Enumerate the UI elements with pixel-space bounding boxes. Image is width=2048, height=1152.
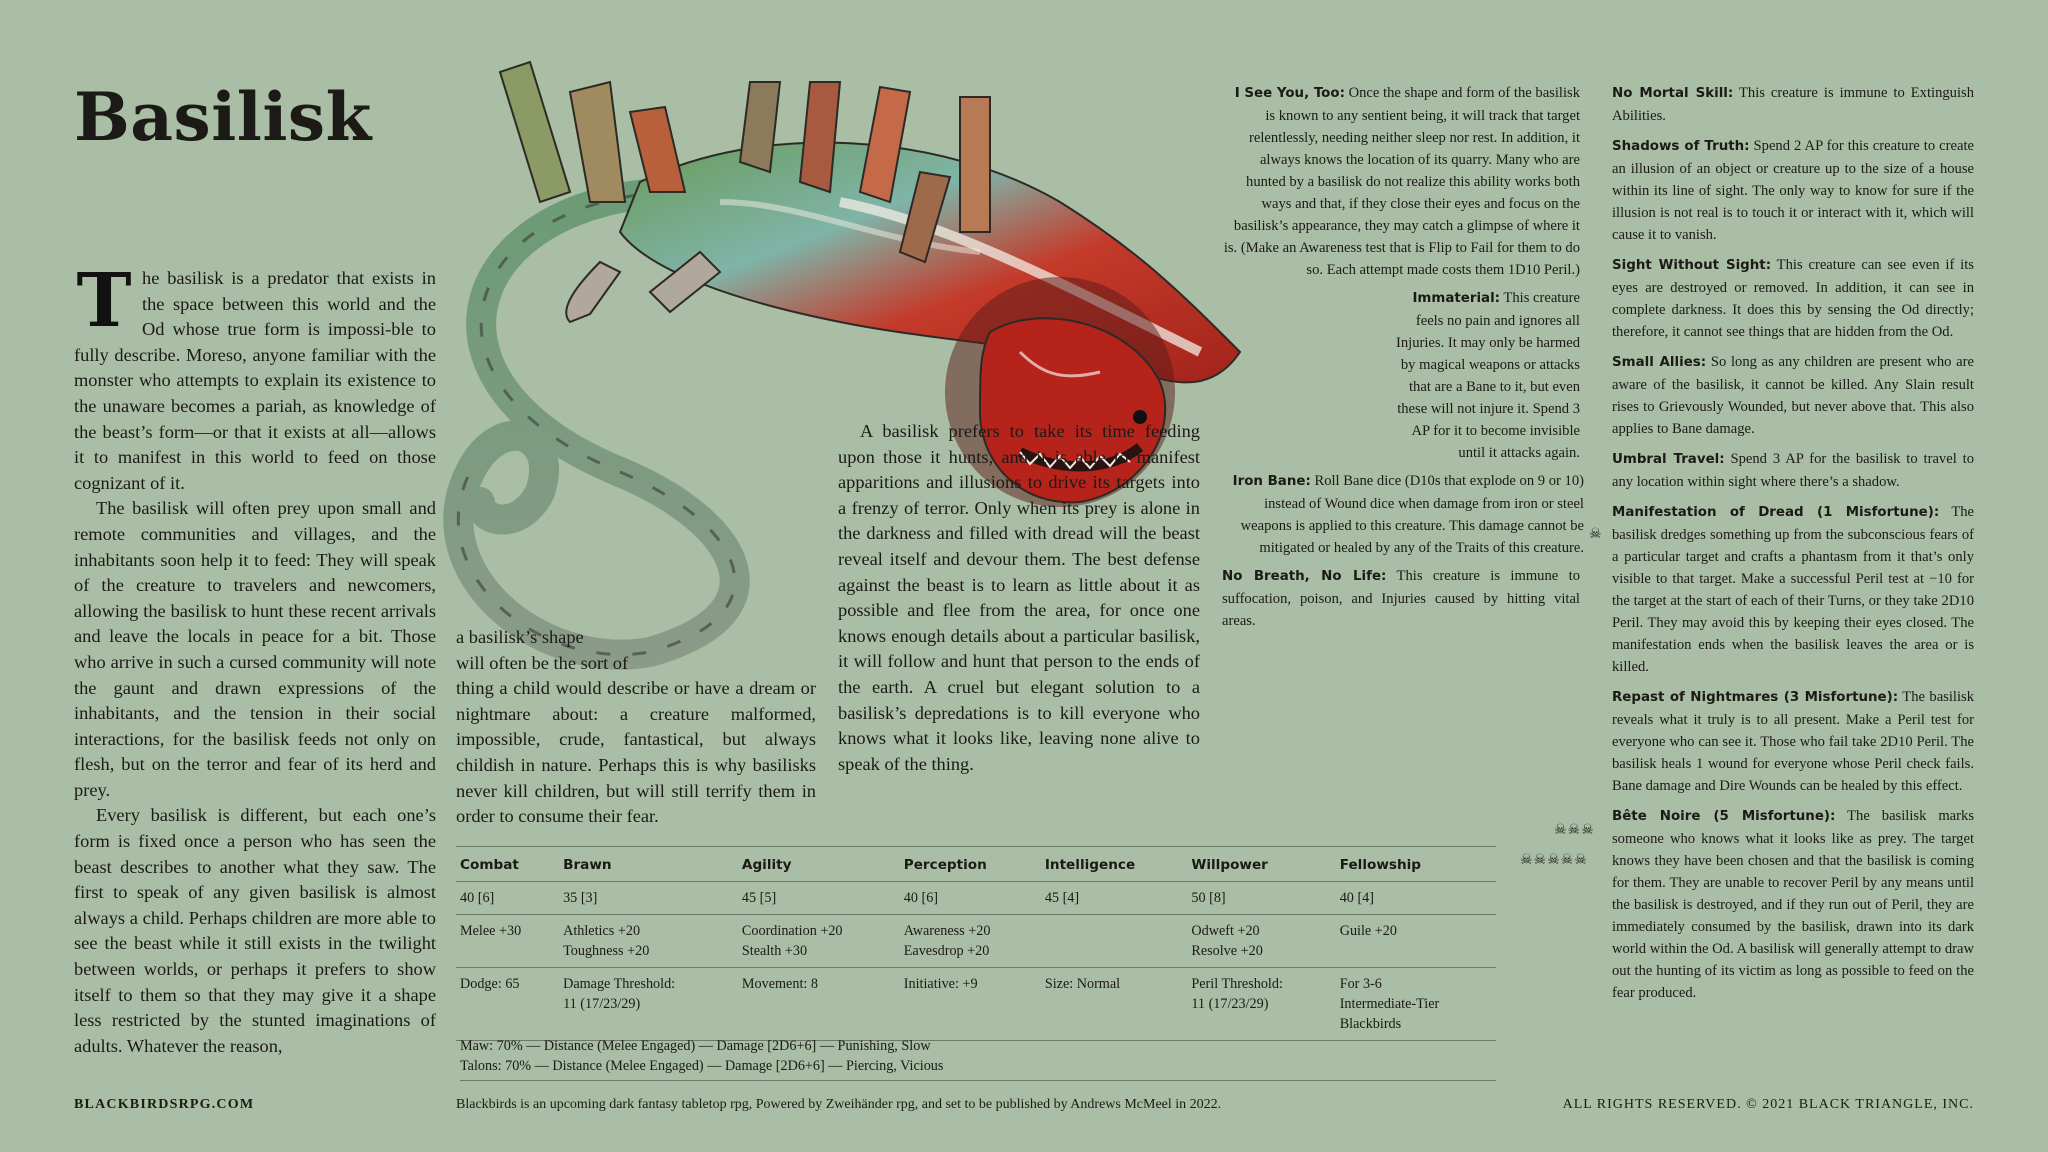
attack-list xyxy=(460,1036,1496,1081)
trait-manifestation-of-dread: Manifestation of Dread (1 Misfortune): The basilisk dredges something up from the subconscious fears of a particular target and crafts a phantasm from it that’s only visible to that target. Make a successful Peril test at −10 for the target at the start of each of their Turns, or they take 2D10 Peril. They may avoid this by keeping their eyes closed. The manifestation ends when the basilisk leaves the area or is killed. xyxy=(1612,504,1975,675)
stat-value: 40 [6] xyxy=(460,890,495,906)
stat-value: 40 [6] xyxy=(903,890,939,906)
stat-skill: Athletics +20 Toughness +20 xyxy=(563,923,650,959)
attack-maw: Maw: 70% — Distance (Melee Engaged) — Damage [2D6+6] — Punishing, Slow xyxy=(460,1038,931,1054)
footer-credits: Blackbirds is an upcoming dark fantasy tabletop rpg, Powered by Zweihänder rpg, and set to be published by Andrews McMeel in 2022. xyxy=(456,1097,1222,1112)
stat-skill: Coordination +20 Stealth +30 xyxy=(741,923,843,959)
footer-website: BLACKBIRDSRPG.COM xyxy=(74,1097,255,1112)
traits-column-right xyxy=(1612,82,1974,1012)
stat-derived: For 3-6 Intermediate-Tier Blackbirds xyxy=(1339,976,1440,1032)
trait-immaterial: Immaterial: This creature feels no pain and ignores all Injuries. It may only be harmed by magical weapons or attacks that are a Bane to it, but even these will not injure it. Spend 3 AP for it to become invisible until it attacks again. xyxy=(1396,290,1580,461)
stat-derived: Damage Threshold: 11 (17/23/29) xyxy=(563,976,676,1012)
stat-header: Combat xyxy=(460,857,519,873)
stat-block xyxy=(456,846,1496,1041)
attack-talons: Talons: 70% — Distance (Melee Engaged) — Damage [2D6+6] — Piercing, Vicious xyxy=(460,1058,944,1074)
intro-paragraph-1: he basilisk is a predator that exists in the space between this world and the Od whose true form is impossi-ble to fully describe. Moreso, anyone familiar with the monster who attempts to explain its existence to the unaware becomes a pariah, as knowledge of the beast’s form—or that it exists at all—allows it to manifest in this world to feed on those cognizant of it. xyxy=(74,268,436,493)
stat-header: Perception xyxy=(903,857,987,873)
stat-table xyxy=(456,846,1496,1041)
stat-skill: Awareness +20 Eavesdrop +20 xyxy=(903,923,991,959)
footer-copyright: ALL RIGHTS RESERVED. © 2021 BLACK TRIANGLE, INC. xyxy=(1562,1097,1974,1112)
page-title: Basilisk xyxy=(74,78,372,156)
hunting-column xyxy=(838,419,1200,777)
hunting-paragraph: A basilisk prefers to take its time feeding upon those it hunts, and it is able to manifest apparitions and illusions to drive its targets into a frenzy of terror. Only when its prey is alone in the darkness and filled with dread will the beast reveal itself and devour them. The best defense against the beast is to learn as little about it as possible and flee from the area, for once one knows enough details about a particular basilisk, it will follow and hunt that person to the ends of the earth. A cruel but elegant solution to a basilisk’s depredations is to kill everyone who knows what it looks like, leaving none alive to speak of the thing. xyxy=(838,421,1200,774)
shape-column xyxy=(456,625,816,830)
stat-header: Agility xyxy=(741,857,792,873)
stat-value: 35 [3] xyxy=(563,890,598,906)
shape-lead-2: will often be the sort of xyxy=(456,652,629,673)
stat-derived: Dodge: 65 xyxy=(460,976,520,992)
stat-header: Brawn xyxy=(563,857,612,873)
trait-no-breath: No Breath, No Life: This creature is immune to suffocation, poison, and Injuries caused by hitting vital areas. xyxy=(1222,568,1580,629)
stat-skill: Guile +20 xyxy=(1339,923,1397,939)
stat-derived: Movement: 8 xyxy=(741,976,818,992)
stat-derived-row xyxy=(456,968,1496,1041)
stat-derived: Initiative: +9 xyxy=(903,976,978,992)
trait-umbral-travel: Umbral Travel: Spend 3 AP for the basilisk to travel to any location within sight where there’s a shadow. xyxy=(1612,451,1974,490)
skull-icon-1: ☠ xyxy=(1589,526,1603,542)
stat-skill: Odweft +20 Resolve +20 xyxy=(1191,923,1263,959)
stat-header: Intelligence xyxy=(1044,857,1136,873)
stat-skill xyxy=(1041,915,1188,968)
stat-skills-row xyxy=(456,915,1496,968)
trait-small-allies: Small Allies: So long as any children are present who are aware of the basilisk, it cannot be killed. Any Slain result rises to Grievously Wounded, but never above that. This also applies to Bane damage. xyxy=(1612,354,1974,437)
stat-derived: Peril Threshold: 11 (17/23/29) xyxy=(1191,976,1283,1012)
stat-value: 40 [4] xyxy=(1339,890,1374,906)
trait-no-mortal-skill: No Mortal Skill: This creature is immune to Extinguish Abilities. xyxy=(1612,85,1975,124)
trait-bete-noire: Bête Noire (5 Misfortune): The basilisk marks someone who knows what it looks like as prey. The target knows they have been chosen and that the basilisk is coming for them. They are unable to recover Peril by any means until the basilisk is destroyed, and if they run out of Peril, they are immediately consumed by the basilisk, drawn into its dark world within the Od. A basilisk will generally attempt to draw out the hunting of its victim as long as possible to feed on the fear produced. xyxy=(1612,808,1974,1001)
stat-derived: Size: Normal xyxy=(1044,976,1121,992)
intro-paragraph-2: The basilisk will often prey upon small and remote communities and villages, and the inhabitants soon help it to feed: They will speak of the creature to travelers and newcomers, allowing the basilisk to hunt these recent arrivals and leave the locals in peace for a bit. Those who arrive in such a cursed community will note the gaunt and drawn expressions of the inhabitants, and the tension in their social interactions, for the basilisk feeds not only on flesh, but on the terror and fear of its herd and prey. xyxy=(74,498,436,800)
stat-header: Fellowship xyxy=(1339,857,1422,873)
trait-sight-without-sight: Sight Without Sight: This creature can see even if its eyes are destroyed or removed. In addition, it can see in complete darkness. It does this by sensing the Od directly; therefore, it cannot see things that are hidden from the Od. xyxy=(1612,257,1974,340)
stat-skill: Melee +30 xyxy=(460,923,522,939)
stat-header-row xyxy=(456,847,1496,882)
trait-repast-of-nightmares: Repast of Nightmares (3 Misfortune): The basilisk reveals what it truly is to all present. Make a Peril test for everyone who can see it. Those who fail take 2D10 Peril. The basilisk heals 1 wound for everyone whose Peril check fails. Bane damage and Dire Wounds can be healed by this effect. xyxy=(1612,689,1974,794)
intro-column xyxy=(74,258,436,1059)
trait-shadows-of-truth: Shadows of Truth: Spend 2 AP for this creature to create an illusion of an object or creature up to the size of a house within its line of sight. The only way to know for sure if the illusion is not real is to touch it or interact with it, which will cause it to vanish. xyxy=(1612,138,1974,243)
stat-header: Willpower xyxy=(1191,857,1268,873)
skull-icon-3: ☠☠☠ xyxy=(1554,822,1595,838)
skull-icon-5: ☠☠☠☠☠ xyxy=(1520,852,1588,868)
shape-paragraph: thing a child would describe or have a dream or nightmare about: a creature malformed, impossible, crude, fantastical, but always childish in nature. Perhaps this is why basilisks never kill children, but will still terrify them in order to consume their fear. xyxy=(456,678,816,827)
drop-cap: T xyxy=(76,258,132,344)
traits-column-left xyxy=(1222,82,1584,638)
trait-iron-bane: Iron Bane: Roll Bane dice (D10s that explode on 9 or 10) instead of Wound dice when damage from iron or steel weapons is applied to this creature. This damage cannot be mitigated or healed by any of the Traits of this creature. xyxy=(1232,473,1584,556)
stat-values-row xyxy=(456,882,1496,915)
trait-i-see-you: I See You, Too: Once the shape and form of the basilisk is known to any sentient being, it will track that target relentlessly, needing neither sleep nor rest. In addition, it always knows the location of its quarry. Many who are hunted by a basilisk do not realize this ability works both ways and that, if they close their eyes and focus on the basilisk’s appearance, they may catch a glimpse of where it is. (Make an Awareness test that is Flip to Fail for them to do so. Each attempt made costs them 1D10 Peril.) xyxy=(1223,85,1580,278)
stat-value: 45 [4] xyxy=(1044,890,1080,906)
stat-value: 50 [8] xyxy=(1191,890,1226,906)
stat-value: 45 [5] xyxy=(741,890,777,906)
shape-lead-1: a basilisk’s shape xyxy=(456,627,584,647)
intro-paragraph-3: Every basilisk is different, but each one’s form is fixed once a person who has seen the beast describes to another what they saw. The first to speak of any given basilisk is almost always a child. Perhaps children are more able to see the beast while it still exists in the twilight between worlds, or perhaps it prefers to show itself to them so that they may give it a shape less restricted by the stunted imaginations of adults. Whatever the reason, xyxy=(74,805,436,1056)
